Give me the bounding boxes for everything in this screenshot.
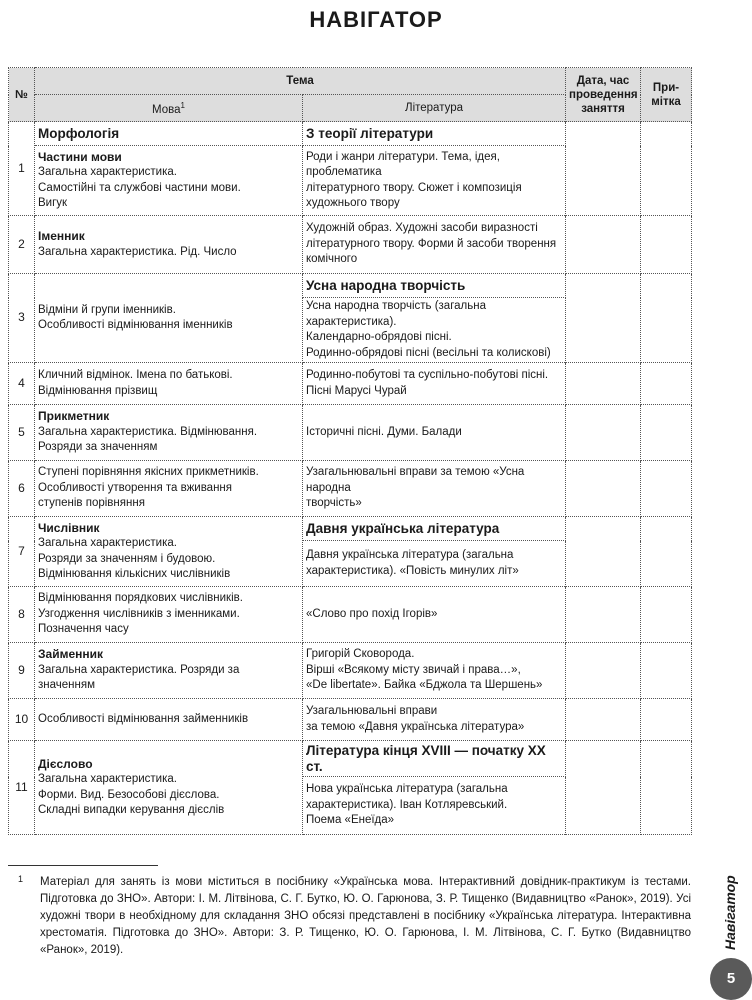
section-folk: Усна народна творчість (303, 274, 566, 298)
row-number: 11 (9, 741, 35, 835)
header-lit: Література (303, 95, 566, 122)
lit-cell: Родинно-побутові та суспільно-побутові пісні. Пісні Марусі Чурай (303, 363, 566, 405)
section-late-lit: Література кінця XVIII — початку XX ст. (303, 741, 566, 777)
lit-cell: Роди і жанри літератури. Тема, ідея, проблематика літературного твору. Сюжет і композиція художнього твору (303, 146, 566, 216)
date-cell[interactable] (566, 643, 641, 699)
footnote-text: Матеріал для занять із мови міститься в посібнику «Українська мова. Інтерактивний довідник-практикум із тестами. Підготовка до ЗНО». Автори: І. М. Літвінова, С. Г. Бутко, Ю. О. Гарюнова, З. Р. Тищенко (Видавництво «Ранок», 2019). Усі художні твори в необхідному для складання ЗНО обсязі представлені в посібнику «Українська література. Інтерактивна хрестоматія. Підготовка до ЗНО». Автори: З. Р. Тищенко, Ю. О. Гарюнова, І. М. Літвінова, С. Г. Бутко (Видавництво «Ранок», 2019). (40, 876, 691, 956)
note-cell[interactable] (641, 122, 692, 216)
date-cell[interactable] (566, 216, 641, 274)
lit-cell: Узагальнювальні вправи за темою «Усна народна творчість» (303, 461, 566, 517)
lit-cell: Нова українська література (загальна характеристика). Іван Котляревський. Поема «Енеїда» (303, 777, 566, 835)
note-cell[interactable] (641, 643, 692, 699)
lang-cell: Особливості відмінювання займенників (35, 699, 303, 741)
lit-cell: Художній образ. Художні засоби виразності літературного твору. Форми й засоби творення комічного (303, 216, 566, 274)
note-cell[interactable] (641, 699, 692, 741)
date-cell[interactable] (566, 363, 641, 405)
note-cell[interactable] (641, 587, 692, 643)
page-title: НАВІГАТОР (309, 7, 443, 32)
lit-cell: Усна народна творчість (загальна характеристика). Календарно-обрядові пісні. Родинно-обрядові пісні (весільні та колискові) (303, 298, 566, 363)
lit-cell: Історичні пісні. Думи. Балади (303, 405, 566, 461)
lang-cell: Відміни й групи іменників. Особливості відмінювання іменників (35, 274, 303, 363)
date-cell[interactable] (566, 699, 641, 741)
note-cell[interactable] (641, 405, 692, 461)
date-cell[interactable] (566, 587, 641, 643)
note-cell[interactable] (641, 274, 692, 363)
row-number: 9 (9, 643, 35, 699)
row-number: 10 (9, 699, 35, 741)
date-cell[interactable] (566, 274, 641, 363)
page-number: 5 (710, 958, 752, 1000)
footnote-mark: 1 (18, 874, 24, 884)
date-cell[interactable] (566, 741, 641, 835)
lang-cell: Частини мови Загальна характеристика. Самостійні та службові частини мови. Вигук (35, 146, 303, 216)
row-number: 4 (9, 363, 35, 405)
section-morphology: Морфологія (35, 122, 303, 146)
note-cell[interactable] (641, 517, 692, 587)
header-note: При-мітка (641, 68, 692, 122)
navigator-table (8, 67, 692, 835)
note-cell[interactable] (641, 216, 692, 274)
lang-cell: Кличний відмінок. Імена по батькові. Відмінювання прізвищ (35, 363, 303, 405)
date-cell[interactable] (566, 517, 641, 587)
lit-cell: Узагальнювальні вправи за темою «Давня українська література» (303, 699, 566, 741)
row-number: 7 (9, 517, 35, 587)
lang-cell: Відмінювання порядкових числівників. Узгодження числівників з іменниками. Позначення часу (35, 587, 303, 643)
note-cell[interactable] (641, 461, 692, 517)
note-cell[interactable] (641, 741, 692, 835)
lit-cell: «Слово про похід Ігорів» (303, 587, 566, 643)
lang-cell: Числівник Загальна характеристика. Розряди за значенням і будовою. Відмінювання кількісних числівників (35, 517, 303, 587)
lang-cell: Займенник Загальна характеристика. Розряди за значенням (35, 643, 303, 699)
footnote-divider (8, 865, 158, 866)
header-num: № (9, 68, 35, 122)
row-number: 8 (9, 587, 35, 643)
header-date: Дата, час проведення заняття (566, 68, 641, 122)
lang-cell: Іменник Загальна характеристика. Рід. Число (35, 216, 303, 274)
lit-cell: Григорій Сковорода. Вірші «Всякому місту звичай і права…», «De libertate». Байка «Бджола та Шершень» (303, 643, 566, 699)
note-cell[interactable] (641, 363, 692, 405)
footnote (8, 874, 691, 959)
lang-cell: Прикметник Загальна характеристика. Відмінювання. Розряди за значенням (35, 405, 303, 461)
lang-cell: Ступені порівняння якісних прикметників. Особливості утворення та вживання ступенів порівняння (35, 461, 303, 517)
section-old-lit: Давня українська література (303, 517, 566, 541)
row-number: 6 (9, 461, 35, 517)
row-number: 2 (9, 216, 35, 274)
row-number: 1 (9, 122, 35, 216)
row-number: 3 (9, 274, 35, 363)
date-cell[interactable] (566, 461, 641, 517)
lit-cell: Давня українська література (загальна характеристика). «Повість минулих літ» (303, 541, 566, 587)
header-lang: Мова$^1$ (35, 95, 303, 122)
side-section-label: Навігатор (722, 875, 738, 950)
lang-cell: Дієслово Загальна характеристика. Форми. Вид. Безособові дієслова. Складні випадки керування дієслів (35, 741, 303, 835)
section-lit-theory: З теорії літератури (303, 122, 566, 146)
header-topic: Тема (35, 68, 566, 95)
date-cell[interactable] (566, 122, 641, 216)
row-number: 5 (9, 405, 35, 461)
date-cell[interactable] (566, 405, 641, 461)
